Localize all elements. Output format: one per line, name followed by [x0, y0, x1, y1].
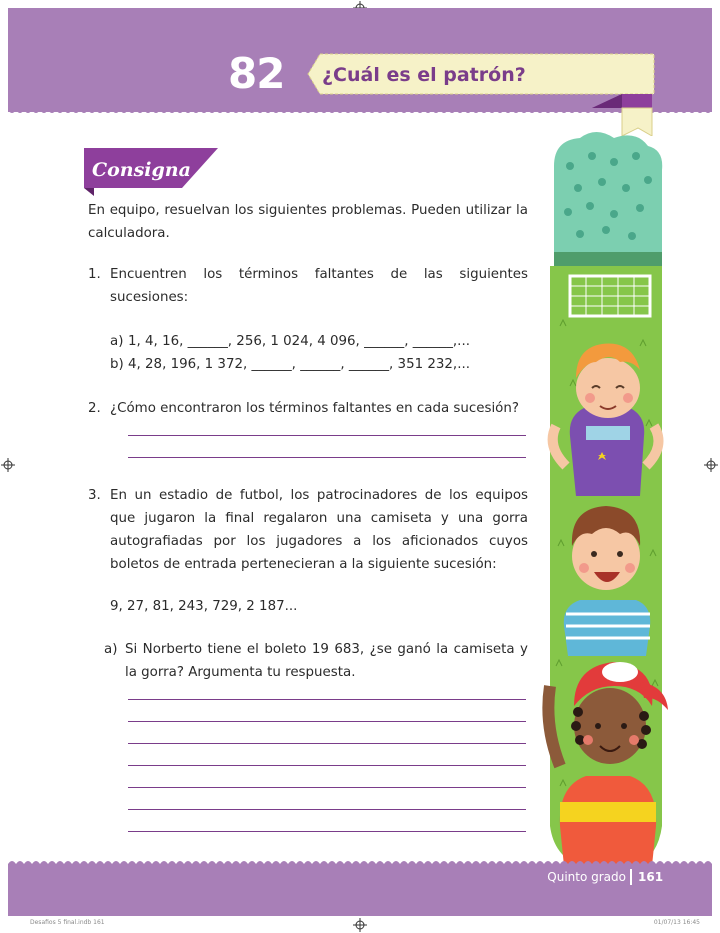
- intro-text: En equipo, resuelvan los siguientes problemas. Pueden utilizar la calculadora.: [88, 203, 528, 241]
- item-label: a): [104, 642, 118, 657]
- lesson-title: ¿Cuál es el patrón?: [322, 64, 526, 86]
- answer-line[interactable]: [128, 721, 526, 722]
- item-label: a): [110, 334, 124, 349]
- problem-number: 3.: [88, 488, 101, 503]
- sequence-text: 9, 27, 81, 243, 729, 2 187...: [110, 599, 298, 614]
- answer-line[interactable]: [128, 435, 526, 436]
- question-text: Si Norberto tiene el boleto 19 683, ¿se ganó la camiseta y la gorra? Argumenta tu respuesta.: [125, 642, 528, 680]
- item-label: b): [110, 357, 124, 372]
- children-illustration: [540, 126, 680, 870]
- answer-line[interactable]: [128, 831, 526, 832]
- print-slug-file: Desafios 5 final.indb 161: [30, 919, 105, 926]
- registration-mark-icon: [1, 458, 15, 472]
- problem-number: 1.: [88, 267, 101, 282]
- print-slug-date: 01/07/13 16:45: [653, 919, 700, 926]
- answer-line[interactable]: [128, 765, 526, 766]
- page-number: 161: [638, 870, 664, 884]
- answer-line[interactable]: [128, 743, 526, 744]
- sequence-a-text: 1, 4, 16, ______, 256, 1 024, 4 096, ______, ______,...: [128, 334, 470, 349]
- registration-mark-icon: [353, 918, 367, 932]
- footer-grade: Quinto grado: [547, 870, 626, 884]
- answer-line[interactable]: [128, 699, 526, 700]
- problem-text: ¿Cómo encontraron los términos faltantes en cada sucesión?: [110, 401, 519, 416]
- answer-line[interactable]: [128, 457, 526, 458]
- registration-mark-icon: [704, 458, 718, 472]
- section-label: Consigna: [92, 159, 191, 181]
- answer-line[interactable]: [128, 809, 526, 810]
- problem-number: 2.: [88, 401, 101, 416]
- problem-text: Encuentren los términos faltantes de las siguientes sucesiones:: [110, 267, 528, 305]
- problem-text: En un estadio de futbol, los patrocinadores de los equipos que jugaron la final regalaron una camiseta y una gorra autografiadas por los jugadores a los aficionados cuyos boletos de entrada pertenecieran a la siguiente sucesión:: [110, 488, 528, 572]
- sequence-b-text: 4, 28, 196, 1 372, ______, ______, ______, 351 232,...: [128, 357, 470, 372]
- answer-line[interactable]: [128, 787, 526, 788]
- lesson-number: 82: [228, 49, 285, 98]
- footer-divider: [630, 869, 632, 885]
